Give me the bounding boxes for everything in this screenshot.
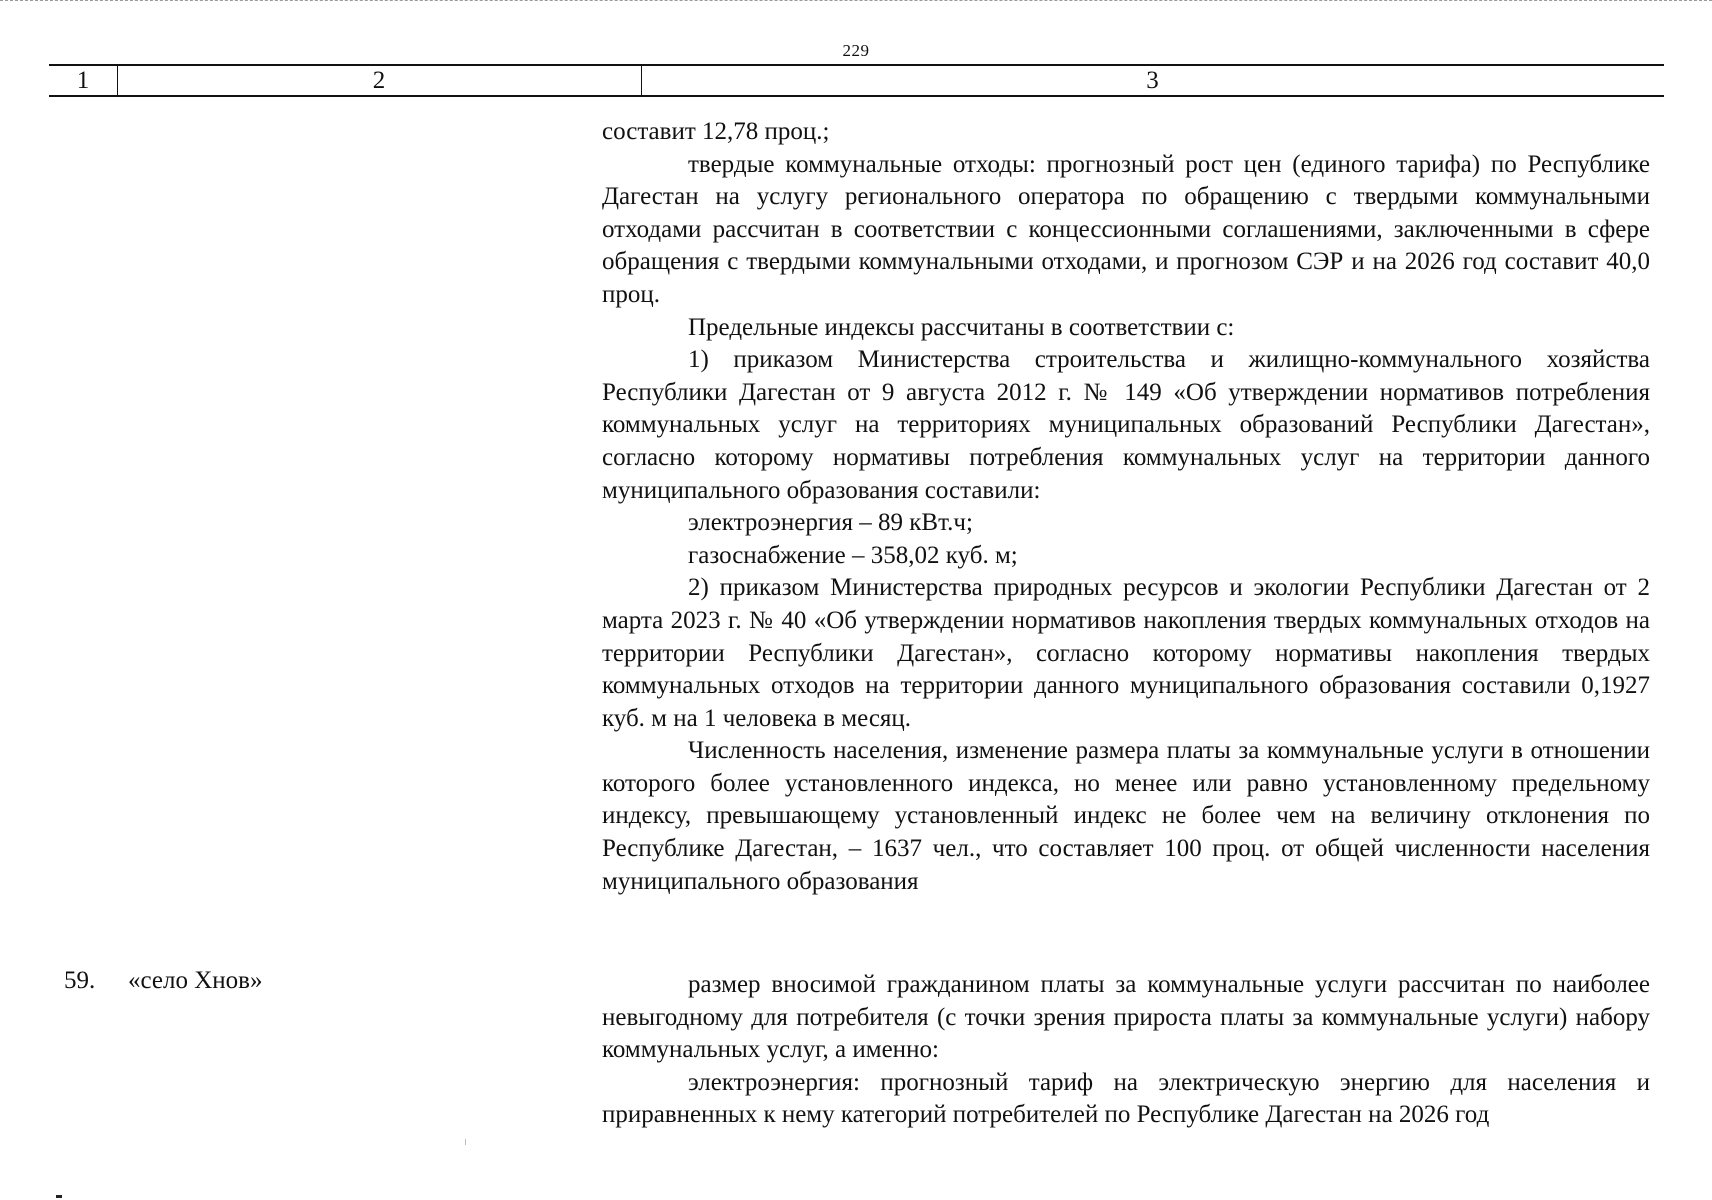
paragraph: газоснабжение – 358,02 куб. м; (688, 541, 1018, 569)
row-59-text (602, 969, 1650, 1132)
paragraph: Численность населения, изменение размера платы за коммунальные услуги в отношении которого более установленного индекса, но менее или равно установленному предельному индексу, превышающему установленный индекс не более чем на величину отклонения по Республике Дагестан, – 1637 чел., что составляет 100 проц. от общей численности населения муниципального образования (602, 737, 1650, 895)
scan-top-edge (0, 0, 1712, 3)
municipality-name: «село Хнов» (128, 967, 263, 994)
paragraph: 1) приказом Министерства строительства и жилищно-коммунального хозяйства Республики Дагестан от 9 августа 2012 г. № 149 «Об утверждении нормативов потребления коммунальных услуг на территориях муниципальных образований Республики Дагестан», согласно которому нормативы потребления коммунальных услуг на территории данного муниципального образования составили: (602, 346, 1650, 504)
continued-row-text (602, 116, 1650, 898)
column-header-2: 2 (117, 66, 642, 95)
paragraph: электроэнергия: прогнозный тариф на электрическую энергию для населения и приравненных к нему категорий потребителей по Республике Дагестан на 2026 год (602, 1068, 1650, 1129)
column-header-1: 1 (49, 66, 118, 95)
table-column-header (49, 64, 1664, 97)
page-number: 229 (842, 41, 870, 60)
paragraph: Предельные индексы рассчитаны в соответствии с: (688, 313, 1235, 341)
paragraph: 2) приказом Министерства природных ресурсов и экологии Республики Дагестан от 2 марта 2023 г. № 40 «Об утверждении нормативов накопления твердых коммунальных отходов на территории Республики Дагестан», согласно которому нормативы накопления твердых коммунальных отходов на территории данного муниципального образования составили 0,1927 куб. м на 1 человека в месяц. (602, 574, 1650, 732)
scan-speck (56, 1195, 62, 1198)
paragraph: составит 12,78 проц.; (602, 118, 830, 145)
paragraph: размер вносимой гражданином платы за коммунальные услуги рассчитан по наиболее невыгодному для потребителя (с точки зрения прироста платы за коммунальные услуги) набору коммунальных услуг, а именно: (602, 971, 1650, 1064)
column-header-3: 3 (1146, 67, 1159, 94)
paragraph: электроэнергия – 89 кВт.ч; (688, 509, 973, 537)
paragraph: твердые коммунальные отходы: прогнозный рост цен (единого тарифа) по Республике Дагестан на услугу регионального оператора по обращению с твердыми коммунальными отходами рассчитан в соответствии с концессионными соглашениями, заключенными в сфере обращения с твердыми коммунальными отходами, и прогнозом СЭР и на 2026 год составит 40,0 проц. (602, 150, 1650, 308)
row-number: 59. (64, 967, 96, 994)
scan-speck (465, 1139, 466, 1145)
